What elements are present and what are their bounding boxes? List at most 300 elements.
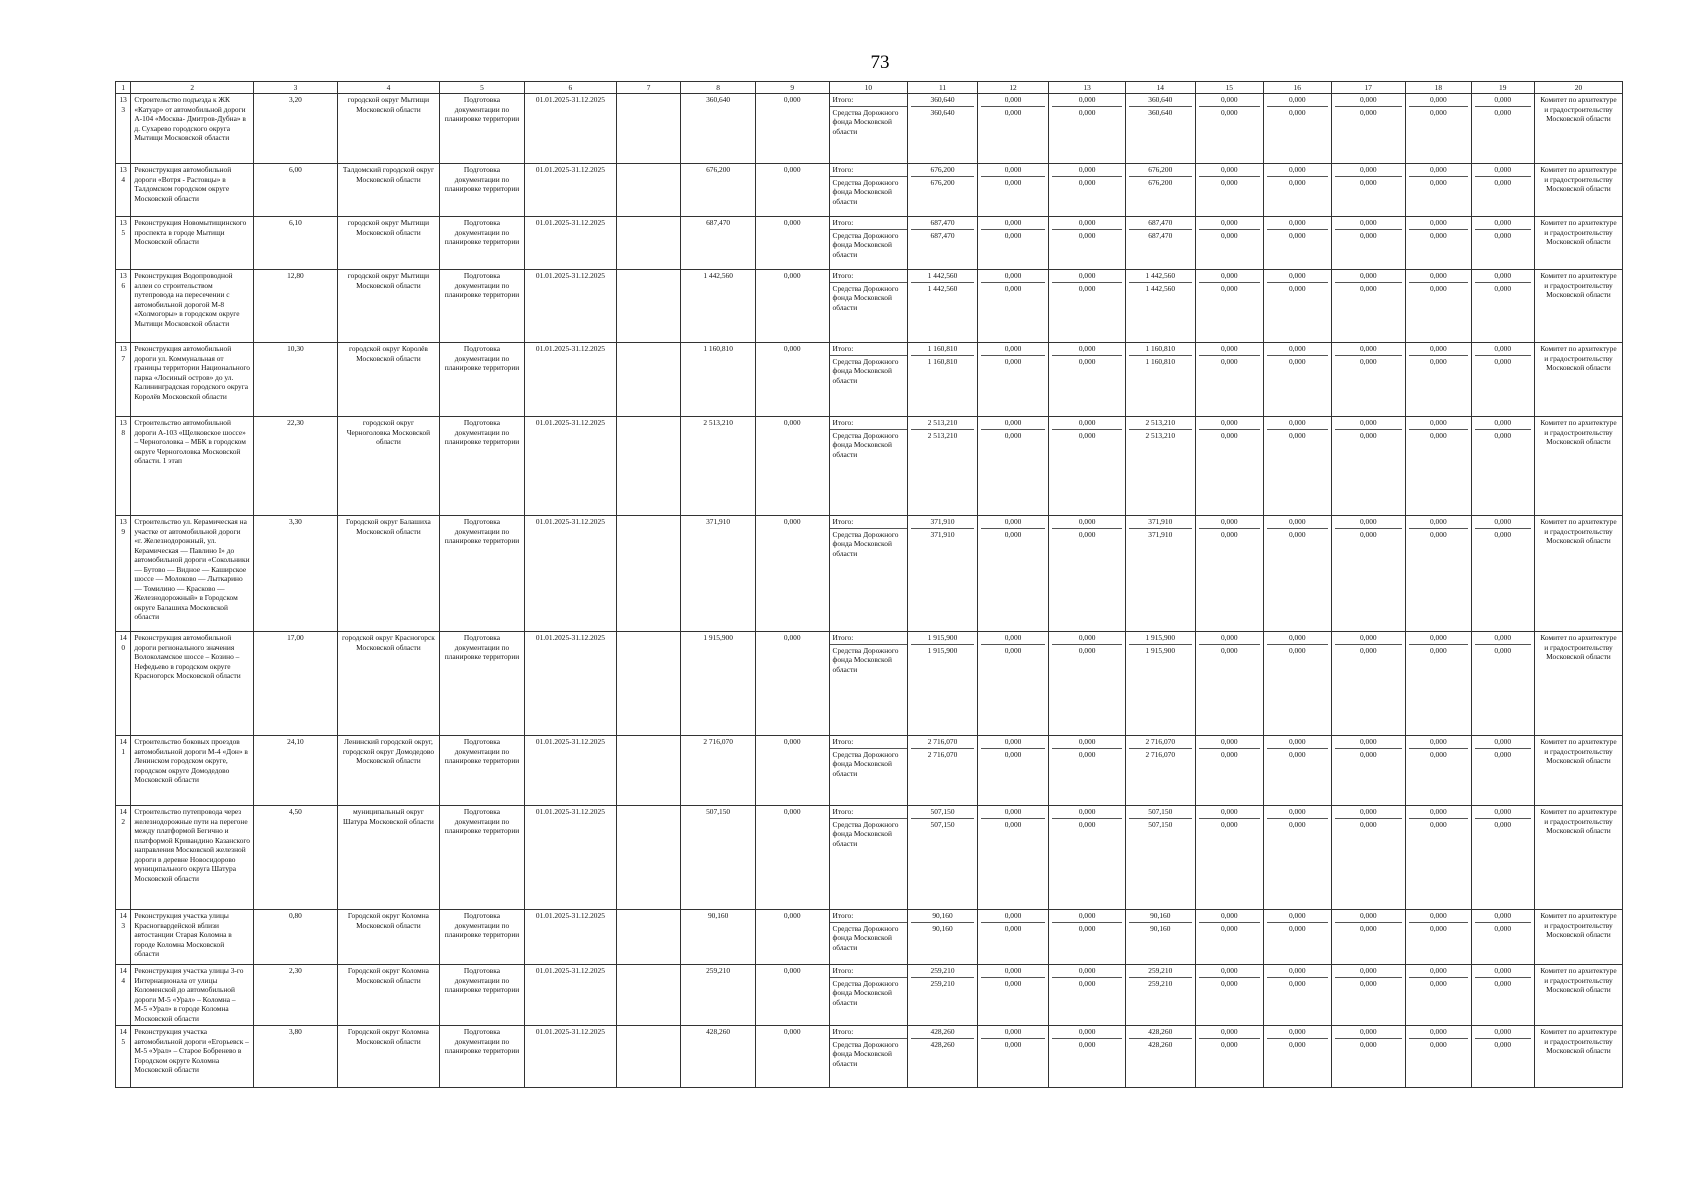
column-9: 0,000 (755, 806, 829, 910)
source-label: Средства Дорожного фонда Московской области (832, 923, 899, 952)
value-total: 0,000 (1409, 271, 1467, 282)
value-source: 0,000 (1494, 177, 1512, 187)
column-number: 13 (1049, 82, 1126, 94)
funding-source (829, 270, 908, 343)
value-total: 0,000 (1335, 344, 1403, 355)
value-total: 0,000 (1052, 1027, 1122, 1038)
customer: Комитет по архитектуре и градостроительству Московской области (1534, 910, 1622, 965)
value-total: 0,000 (981, 633, 1046, 644)
period: 01.01.2025-31.12.2025 (524, 164, 616, 217)
value-source: 0,000 (1078, 645, 1096, 655)
value-source: 428,260 (1148, 1039, 1173, 1049)
value-total: 0,000 (1335, 1027, 1403, 1038)
value-source: 90,160 (1150, 923, 1171, 933)
value-total: 0,000 (1052, 344, 1122, 355)
value-total: 0,000 (1267, 633, 1327, 644)
value-total: 0,000 (1199, 517, 1261, 528)
value-total: 1 915,900 (911, 633, 974, 644)
period: 01.01.2025-31.12.2025 (524, 910, 616, 965)
value-total: 0,000 (1199, 633, 1261, 644)
column-9: 0,000 (755, 736, 829, 806)
value-source: 0,000 (1430, 283, 1447, 293)
value-c16 (1264, 1026, 1331, 1088)
value-total: 0,000 (1199, 271, 1261, 282)
cost: 371,910 (681, 516, 756, 632)
territory: городской округ Мытищи Московской области (337, 217, 439, 270)
value-total: 0,000 (1267, 1027, 1327, 1038)
value-source: 0,000 (1494, 356, 1512, 366)
value-source: 1 442,560 (927, 283, 958, 293)
value-c11 (908, 806, 978, 910)
value-c11 (908, 632, 978, 736)
value-source: 0,000 (1359, 819, 1377, 829)
column-number: 6 (524, 82, 616, 94)
value-source: 0,000 (1359, 283, 1377, 293)
source-label: Средства Дорожного фонда Московской области (832, 283, 899, 312)
value-total: 1 160,810 (1129, 344, 1192, 355)
funding-source (829, 417, 908, 516)
value-c13 (1049, 736, 1126, 806)
value-source: 0,000 (1288, 430, 1306, 440)
value-total: 0,000 (1335, 165, 1403, 176)
value-source: 0,000 (1494, 749, 1512, 759)
value-source: 0,000 (1078, 177, 1096, 187)
row-number: 145 (116, 1026, 131, 1088)
value-c17 (1331, 164, 1406, 217)
value-source: 0,000 (1078, 356, 1096, 366)
value-total: 676,200 (911, 165, 974, 176)
value-total: 0,000 (1335, 633, 1403, 644)
source-label: Средства Дорожного фонда Московской области (832, 529, 899, 558)
value-c15 (1195, 343, 1264, 417)
table-row (116, 632, 1623, 736)
row-number: 139 (116, 516, 131, 632)
value-total: 0,000 (1052, 911, 1122, 922)
value-c11 (908, 1026, 978, 1088)
value-source: 507,150 (930, 819, 955, 829)
value-total: 0,000 (1409, 911, 1467, 922)
value-source: 0,000 (1430, 645, 1447, 655)
period: 01.01.2025-31.12.2025 (524, 343, 616, 417)
value-c14 (1126, 270, 1196, 343)
period: 01.01.2025-31.12.2025 (524, 217, 616, 270)
total-label: Итого: (830, 737, 908, 748)
customer: Комитет по архитектуре и градостроительству Московской области (1534, 1026, 1622, 1088)
value-total: 428,260 (1129, 1027, 1192, 1038)
value-source: 687,470 (1148, 230, 1173, 240)
column-9: 0,000 (755, 94, 829, 164)
territory: городской округ Мытищи Московской области (337, 270, 439, 343)
territory: Городской округ Балашиха Московской области (337, 516, 439, 632)
project-name: Строительство путепровода через железнодорожные пути на перегоне между платформой Бегично и платформой Кривандино Казанского направления Московской железной дороги в деревне Новосидорово муниципального округа Шатура Московской области (131, 806, 254, 910)
value-total: 0,000 (1475, 737, 1531, 748)
value-total: 0,000 (981, 1027, 1046, 1038)
cost: 507,150 (681, 806, 756, 910)
cost: 259,210 (681, 965, 756, 1026)
cost: 1 442,560 (681, 270, 756, 343)
value-c16 (1264, 632, 1331, 736)
value-source: 0,000 (1430, 177, 1447, 187)
column-7 (616, 910, 680, 965)
cost: 2 513,210 (681, 417, 756, 516)
total-label: Итого: (830, 966, 908, 977)
value-c15 (1195, 1026, 1264, 1088)
value-source: 0,000 (1220, 819, 1238, 829)
value-source: 1 915,900 (1145, 645, 1176, 655)
value-source: 0,000 (1494, 283, 1512, 293)
value-c13 (1049, 806, 1126, 910)
value-total: 0,000 (1335, 911, 1403, 922)
value-source: 0,000 (1004, 923, 1022, 933)
cost: 687,470 (681, 217, 756, 270)
value-source: 0,000 (1288, 283, 1306, 293)
work-stage: Подготовка документации по планировке территории (440, 270, 525, 343)
value-c14 (1126, 736, 1196, 806)
value-total: 0,000 (1475, 344, 1531, 355)
column-9: 0,000 (755, 270, 829, 343)
value-c15 (1195, 806, 1264, 910)
value-source: 0,000 (1220, 529, 1238, 539)
funding-source (829, 632, 908, 736)
value-total: 0,000 (1267, 418, 1327, 429)
value-total: 0,000 (981, 807, 1046, 818)
value-total: 0,000 (1409, 418, 1467, 429)
cost: 676,200 (681, 164, 756, 217)
value-total: 0,000 (981, 737, 1046, 748)
value-total: 0,000 (981, 966, 1046, 977)
value-total: 1 442,560 (911, 271, 974, 282)
source-label: Средства Дорожного фонда Московской области (832, 177, 899, 206)
value-c17 (1331, 417, 1406, 516)
work-stage: Подготовка документации по планировке территории (440, 965, 525, 1026)
value-total: 0,000 (1475, 911, 1531, 922)
cost: 1 160,810 (681, 343, 756, 417)
value-source: 0,000 (1078, 283, 1096, 293)
value-total: 0,000 (1267, 517, 1327, 528)
value-c16 (1264, 910, 1331, 965)
value-c18 (1406, 343, 1471, 417)
value-source: 2 716,070 (927, 749, 958, 759)
value-c14 (1126, 632, 1196, 736)
value-total: 0,000 (1409, 1027, 1467, 1038)
value-source: 0,000 (1004, 1039, 1022, 1049)
column-9: 0,000 (755, 217, 829, 270)
value-total: 0,000 (1267, 807, 1327, 818)
value-total: 0,000 (981, 218, 1046, 229)
column-number: 2 (131, 82, 254, 94)
value-total: 687,470 (1129, 218, 1192, 229)
column-7 (616, 806, 680, 910)
value-total: 0,000 (1335, 271, 1403, 282)
header-row (116, 82, 1623, 94)
value-c12 (977, 343, 1049, 417)
territory: Ленинский городской округ, городской округ Домодедово Московской области (337, 736, 439, 806)
value-total: 0,000 (981, 418, 1046, 429)
territory: городской округ Королёв Московской области (337, 343, 439, 417)
territory: Городской округ Коломна Московской области (337, 910, 439, 965)
value-source: 0,000 (1220, 356, 1238, 366)
value-c11 (908, 516, 978, 632)
value-c15 (1195, 516, 1264, 632)
column-number: 3 (254, 82, 338, 94)
column-number: 4 (337, 82, 439, 94)
value-total: 0,000 (1052, 966, 1122, 977)
value-c19 (1471, 516, 1534, 632)
column-number: 1 (116, 82, 131, 94)
value-c16 (1264, 516, 1331, 632)
value-c19 (1471, 1026, 1534, 1088)
value-total: 0,000 (1052, 165, 1122, 176)
cost: 360,640 (681, 94, 756, 164)
value-c16 (1264, 343, 1331, 417)
value-total: 0,000 (1267, 911, 1327, 922)
value-c13 (1049, 343, 1126, 417)
value-source: 0,000 (1430, 1039, 1447, 1049)
value-source: 0,000 (1494, 107, 1512, 117)
value-total: 0,000 (1475, 1027, 1531, 1038)
value-source: 0,000 (1494, 978, 1512, 988)
period: 01.01.2025-31.12.2025 (524, 516, 616, 632)
value-source: 0,000 (1004, 430, 1022, 440)
column-7 (616, 965, 680, 1026)
value-source: 0,000 (1494, 645, 1512, 655)
work-stage: Подготовка документации по планировке территории (440, 94, 525, 164)
period: 01.01.2025-31.12.2025 (524, 806, 616, 910)
funding-source (829, 217, 908, 270)
value-source: 0,000 (1078, 107, 1096, 117)
value-source: 0,000 (1288, 1039, 1306, 1049)
value-source: 0,000 (1078, 430, 1096, 440)
value-total: 90,160 (911, 911, 974, 922)
funding-source (829, 910, 908, 965)
value-c13 (1049, 217, 1126, 270)
value-total: 0,000 (1475, 271, 1531, 282)
value-c13 (1049, 164, 1126, 217)
column-9: 0,000 (755, 965, 829, 1026)
value-c15 (1195, 164, 1264, 217)
customer: Комитет по архитектуре и градостроительству Московской области (1534, 94, 1622, 164)
source-label: Средства Дорожного фонда Московской области (832, 430, 899, 459)
value-total: 0,000 (1199, 165, 1261, 176)
customer: Комитет по архитектуре и градостроительству Московской области (1534, 632, 1622, 736)
value-source: 0,000 (1288, 107, 1306, 117)
value-c18 (1406, 516, 1471, 632)
value-total: 0,000 (1052, 517, 1122, 528)
value-c15 (1195, 217, 1264, 270)
value-c14 (1126, 1026, 1196, 1088)
value-c12 (977, 164, 1049, 217)
column-9: 0,000 (755, 417, 829, 516)
cost: 1 915,900 (681, 632, 756, 736)
value-source: 0,000 (1078, 923, 1096, 933)
value-total: 360,640 (1129, 95, 1192, 106)
value-total: 0,000 (1409, 344, 1467, 355)
value-source: 676,200 (1148, 177, 1173, 187)
value-c14 (1126, 417, 1196, 516)
value-source: 0,000 (1220, 978, 1238, 988)
value-total: 0,000 (1409, 807, 1467, 818)
cost: 428,260 (681, 1026, 756, 1088)
value-c17 (1331, 736, 1406, 806)
cost: 90,160 (681, 910, 756, 965)
column-9: 0,000 (755, 516, 829, 632)
value-c15 (1195, 417, 1264, 516)
funding-source (829, 736, 908, 806)
value-source: 0,000 (1430, 430, 1447, 440)
value-source: 0,000 (1430, 978, 1447, 988)
value-source: 0,000 (1288, 749, 1306, 759)
value-total: 0,000 (1052, 807, 1122, 818)
value-c17 (1331, 965, 1406, 1026)
length-km: 3,30 (254, 516, 338, 632)
value-source: 0,000 (1220, 430, 1238, 440)
value-source: 0,000 (1359, 1039, 1377, 1049)
value-c19 (1471, 94, 1534, 164)
territory: городской округ Красногорск Московской области (337, 632, 439, 736)
value-c11 (908, 270, 978, 343)
value-total: 687,470 (911, 218, 974, 229)
value-total: 0,000 (1409, 165, 1467, 176)
value-c18 (1406, 217, 1471, 270)
length-km: 2,30 (254, 965, 338, 1026)
value-source: 0,000 (1288, 177, 1306, 187)
funding-source (829, 343, 908, 417)
value-source: 0,000 (1220, 283, 1238, 293)
value-total: 676,200 (1129, 165, 1192, 176)
value-source: 0,000 (1359, 177, 1377, 187)
value-source: 0,000 (1288, 645, 1306, 655)
value-c12 (977, 94, 1049, 164)
value-source: 0,000 (1004, 819, 1022, 829)
value-source: 0,000 (1004, 177, 1022, 187)
value-source: 676,200 (930, 177, 955, 187)
value-c11 (908, 164, 978, 217)
value-c11 (908, 217, 978, 270)
column-7 (616, 632, 680, 736)
value-c11 (908, 910, 978, 965)
value-source: 0,000 (1004, 529, 1022, 539)
column-9: 0,000 (755, 164, 829, 217)
value-source: 0,000 (1220, 645, 1238, 655)
value-total: 0,000 (1199, 218, 1261, 229)
value-source: 0,000 (1220, 749, 1238, 759)
value-source: 0,000 (1494, 430, 1512, 440)
value-source: 1 160,810 (927, 356, 958, 366)
period: 01.01.2025-31.12.2025 (524, 1026, 616, 1088)
value-source: 0,000 (1359, 529, 1377, 539)
row-number: 143 (116, 910, 131, 965)
customer: Комитет по архитектуре и градостроительству Московской области (1534, 417, 1622, 516)
value-c15 (1195, 94, 1264, 164)
value-total: 0,000 (1475, 807, 1531, 818)
customer: Комитет по архитектуре и градостроительству Московской области (1534, 516, 1622, 632)
row-number: 142 (116, 806, 131, 910)
table-row (116, 164, 1623, 217)
value-total: 0,000 (1409, 633, 1467, 644)
value-total: 0,000 (981, 95, 1046, 106)
value-c12 (977, 516, 1049, 632)
column-number: 18 (1406, 82, 1471, 94)
value-c13 (1049, 516, 1126, 632)
source-label: Средства Дорожного фонда Московской области (832, 1039, 899, 1068)
work-stage: Подготовка документации по планировке территории (440, 910, 525, 965)
value-c12 (977, 965, 1049, 1026)
value-c16 (1264, 417, 1331, 516)
value-c17 (1331, 217, 1406, 270)
source-label: Средства Дорожного фонда Московской области (832, 978, 899, 1007)
work-stage: Подготовка документации по планировке территории (440, 217, 525, 270)
value-source: 0,000 (1220, 177, 1238, 187)
value-total: 0,000 (1052, 737, 1122, 748)
value-total: 1 915,900 (1129, 633, 1192, 644)
value-source: 0,000 (1359, 978, 1377, 988)
value-c16 (1264, 965, 1331, 1026)
source-label: Средства Дорожного фонда Московской области (832, 749, 899, 778)
value-source: 0,000 (1004, 978, 1022, 988)
value-source: 0,000 (1078, 1039, 1096, 1049)
value-total: 0,000 (1335, 737, 1403, 748)
value-source: 0,000 (1430, 107, 1447, 117)
value-c13 (1049, 1026, 1126, 1088)
total-label: Итого: (830, 271, 908, 282)
length-km: 17,00 (254, 632, 338, 736)
customer: Комитет по архитектуре и градостроительству Московской области (1534, 270, 1622, 343)
value-total: 0,000 (1199, 418, 1261, 429)
value-source: 0,000 (1078, 978, 1096, 988)
value-c11 (908, 736, 978, 806)
period: 01.01.2025-31.12.2025 (524, 965, 616, 1026)
value-source: 687,470 (930, 230, 955, 240)
value-total: 0,000 (1409, 517, 1467, 528)
value-c14 (1126, 343, 1196, 417)
value-total: 0,000 (1475, 517, 1531, 528)
total-label: Итого: (830, 344, 908, 355)
value-total: 0,000 (1475, 165, 1531, 176)
value-total: 0,000 (1409, 95, 1467, 106)
value-source: 0,000 (1430, 923, 1447, 933)
value-total: 259,210 (1129, 966, 1192, 977)
territory: Городской округ Коломна Московской области (337, 965, 439, 1026)
value-c11 (908, 417, 978, 516)
value-total: 0,000 (1267, 344, 1327, 355)
value-c18 (1406, 417, 1471, 516)
value-c17 (1331, 806, 1406, 910)
project-name: Реконструкция Водопроводной аллеи со строительством путепровода на пересечении с автомобильной дорогой М-8 «Холмогоры» в городском округе Мытищи Московской области (131, 270, 254, 343)
length-km: 3,80 (254, 1026, 338, 1088)
funding-source (829, 1026, 908, 1088)
total-label: Итого: (830, 517, 908, 528)
value-c12 (977, 1026, 1049, 1088)
value-source: 0,000 (1004, 356, 1022, 366)
territory: городской округ Мытищи Московской области (337, 94, 439, 164)
period: 01.01.2025-31.12.2025 (524, 270, 616, 343)
column-number: 5 (440, 82, 525, 94)
value-total: 0,000 (1335, 517, 1403, 528)
value-total: 0,000 (1199, 344, 1261, 355)
table-row (116, 217, 1623, 270)
value-c19 (1471, 270, 1534, 343)
column-7 (616, 343, 680, 417)
row-number: 133 (116, 94, 131, 164)
value-total: 90,160 (1129, 911, 1192, 922)
row-number: 138 (116, 417, 131, 516)
value-c13 (1049, 94, 1126, 164)
value-source: 0,000 (1359, 230, 1377, 240)
value-total: 360,640 (911, 95, 974, 106)
table-row (116, 910, 1623, 965)
value-source: 0,000 (1220, 107, 1238, 117)
value-source: 0,000 (1359, 645, 1377, 655)
